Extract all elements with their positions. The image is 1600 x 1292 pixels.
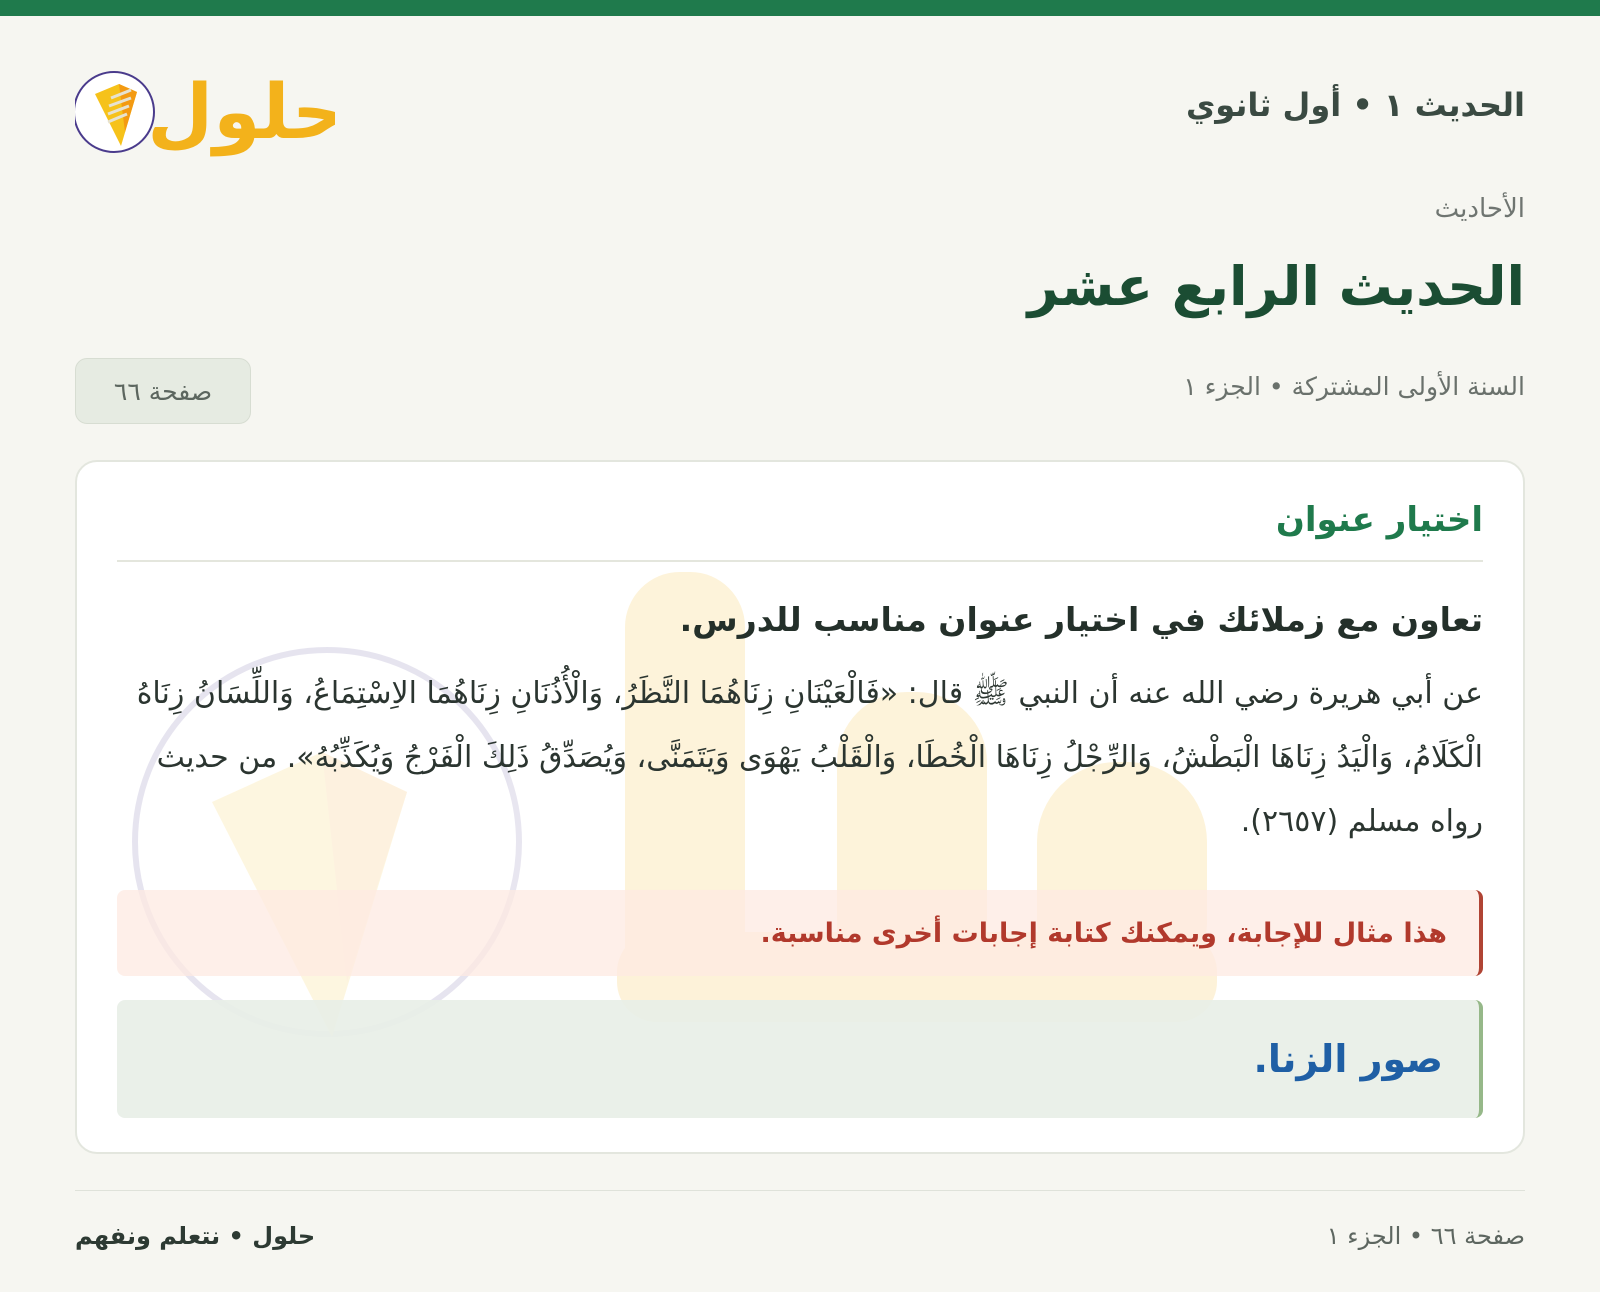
card-heading: اختيار عنوان <box>1275 500 1483 540</box>
top-accent-bar <box>0 0 1600 16</box>
note-box <box>117 890 1483 976</box>
hadith-text: عن أبي هريرة رضي الله عنه أن النبي ﷺ قال: «فَالْعَيْنَانِ زِنَاهُمَا النَّظَرُ، وَالْأُذُنَانِ زِنَاهُمَا الاِسْتِمَاعُ، وَاللِّسَانُ زِنَاهُ الْكَلَامُ، وَالْيَدُ زِنَاهَا الْبَطْشُ، وَالرِّجْلُ زِنَاهَا الْخُطَا، وَالْقَلْبُ يَهْوَى وَيَتَمَنَّى، وَيُصَدِّقُ ذَلِكَ الْفَرْجُ وَيُكَذِّبُهُ». من حديث رواه مسلم (٢٦٥٧). <box>136 676 1483 839</box>
book-title: الحديث ١ • أول ثانوي <box>1185 86 1525 124</box>
footer-divider <box>75 1190 1525 1191</box>
note-text: هذا مثال للإجابة، ويمكنك كتابة إجابات أخرى مناسبة. <box>760 917 1447 949</box>
section-label: الأحاديث <box>1434 194 1525 224</box>
page-badge: صفحة ٦٦ <box>75 358 251 424</box>
svg-text:حلول: حلول <box>147 67 335 156</box>
logo-icon <box>75 50 335 160</box>
page-title: الحديث الرابع عشر <box>1027 255 1525 318</box>
footer-page-info: صفحة ٦٦ • الجزء ١ <box>1326 1222 1525 1250</box>
card-divider <box>117 560 1483 562</box>
answer-text: صور الزنا. <box>1253 1037 1443 1081</box>
course-meta: السنة الأولى المشتركة • الجزء ١ <box>1183 372 1525 401</box>
page-header <box>75 50 1525 160</box>
question-text: تعاون مع زملائك في اختيار عنوان مناسب للدرس. <box>679 600 1483 639</box>
exercise-card <box>75 460 1525 1154</box>
site-logo[interactable] <box>75 50 335 160</box>
answer-box <box>117 1000 1483 1118</box>
footer-brand[interactable]: حلول • نتعلم ونفهم <box>75 1222 316 1250</box>
